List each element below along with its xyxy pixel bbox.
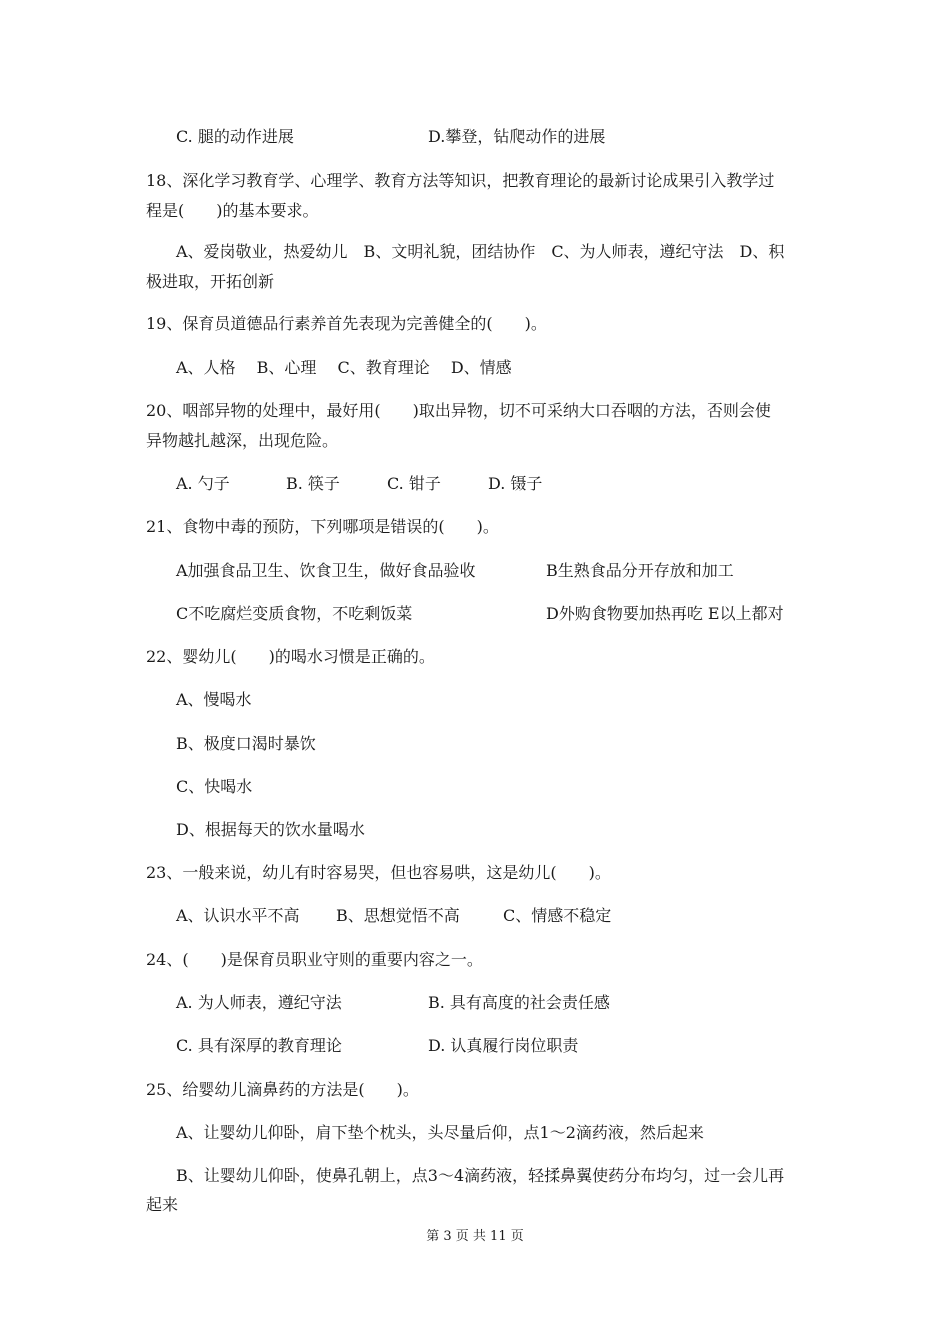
question-25: 25、给婴幼儿滴鼻药的方法是( )。 xyxy=(146,1080,419,1099)
question-21: 21、食物中毒的预防，下列哪项是错误的( )。 xyxy=(146,517,499,536)
question-19: 19、保育员道德品行素养首先表现为完善健全的( )。 xyxy=(146,314,547,333)
question-19-options: A、人格 B、心理 C、教育理论 D、情感 xyxy=(176,358,512,377)
question-25-option-b-line1: B、让婴幼儿仰卧，使鼻孔朝上，点3～4滴药液，轻揉鼻翼使药分布均匀，过一会儿再 xyxy=(176,1166,785,1185)
question-20-line1: 20、咽部异物的处理中，最好用( )取出异物，切不可采纳大口吞咽的方法，否则会使 xyxy=(146,401,771,420)
question-24-option-a: A. 为人师表，遵纪守法 xyxy=(176,993,342,1012)
question-18-line1: 18、深化学习教育学、心理学、教育方法等知识，把教育理论的最新讨论成果引入教学过 xyxy=(146,171,775,190)
question-23-option-c: C、情感不稳定 xyxy=(503,906,612,925)
question-22: 22、婴幼儿( )的喝水习惯是正确的。 xyxy=(146,647,435,666)
page-number-footer: 第 3 页 共 11 页 xyxy=(426,1229,524,1244)
question-18-options-line1: A、爱岗敬业，热爱幼儿 B、文明礼貌，团结协作 C、为人师表，遵纪守法 D、积 xyxy=(176,242,785,261)
option-c-q17: C. 腿的动作进展 xyxy=(176,127,294,146)
question-23-option-a: A、认识水平不高 xyxy=(176,906,300,925)
question-20-option-a: A. 勺子 xyxy=(176,474,230,493)
question-25-option-a: A、让婴幼儿仰卧，肩下垫个枕头，头尽量后仰，点1～2滴药液，然后起来 xyxy=(176,1123,704,1142)
question-23: 23、一般来说，幼儿有时容易哭，但也容易哄，这是幼儿( )。 xyxy=(146,863,611,882)
question-20-option-b: B. 筷子 xyxy=(286,474,340,493)
question-21-option-b: B生熟食品分开存放和加工 xyxy=(546,561,734,580)
question-25-option-b-line2: 起来 xyxy=(146,1195,179,1214)
question-22-option-d: D、根据每天的饮水量喝水 xyxy=(176,820,365,839)
option-d-q17: D.攀登，钻爬动作的进展 xyxy=(428,127,606,146)
question-22-option-a: A、慢喝水 xyxy=(176,690,252,709)
question-24-option-b: B. 具有高度的社会责任感 xyxy=(428,993,610,1012)
question-21-option-d: D外购食物要加热再吃 E以上都对 xyxy=(546,604,784,623)
question-24-option-d: D. 认真履行岗位职责 xyxy=(428,1036,579,1055)
question-24-option-c: C. 具有深厚的教育理论 xyxy=(176,1036,342,1055)
question-22-option-b: B、极度口渴时暴饮 xyxy=(176,734,316,753)
question-24: 24、( )是保育员职业守则的重要内容之一。 xyxy=(146,950,483,969)
question-21-option-a: A加强食品卫生、饮食卫生，做好食品验收 xyxy=(176,561,476,580)
question-21-option-c: C不吃腐烂变质食物，不吃剩饭菜 xyxy=(176,604,413,623)
question-18-options-line2: 极进取，开拓创新 xyxy=(146,272,275,291)
question-20-option-c: C. 钳子 xyxy=(387,474,441,493)
question-22-option-c: C、快喝水 xyxy=(176,777,253,796)
question-18-line2: 程是( )的基本要求。 xyxy=(146,201,319,220)
question-23-option-b: B、思想觉悟不高 xyxy=(336,906,460,925)
question-20-option-d: D. 镊子 xyxy=(488,474,543,493)
question-20-line2: 异物越扎越深，出现危险。 xyxy=(146,431,339,450)
